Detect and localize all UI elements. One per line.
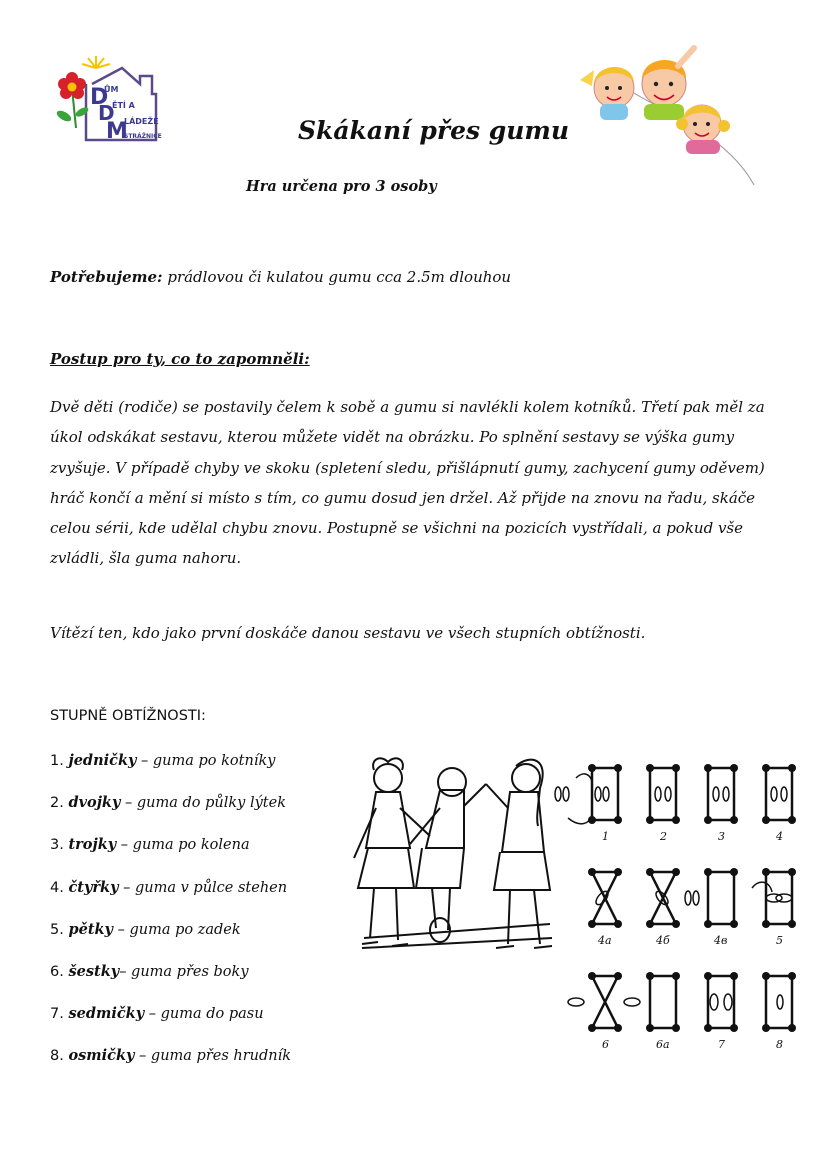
diagram-label: 7 [718, 1038, 725, 1051]
winner-text: Vítězí ten, kdo jako první doskáče danou sestavu ve všech stupních obtížnosti. [50, 624, 646, 642]
levels-heading: STUPNĚ OBTÍŽNOSTI: [50, 708, 206, 724]
list-item [50, 999, 291, 1041]
level-number: 2. [50, 795, 64, 812]
diagram-label: 4б [656, 934, 670, 947]
level-number: 3. [50, 837, 64, 854]
diagram-label: 1 [602, 830, 609, 843]
procedure-text: Dvě děti (rodiče) se postavily čelem k sobě a gumu si navlékli kolem kotníků. Třetí pak měl za úkol odskákat sestavu, kterou můžete vidět na obrázku. Po splnění sestavy se výška gumy zvyšuje. V případě chyby ve skoku (spletení sledu, přišlápnutí gumy, zachycení gumy oděvem) hráč končí a mění si místo s tím, co gumu dosud jen držel. Až přijde na znovu na řadu, skáče celou sérii, kde udělal chybu znovu. Postupně se všichni na pozicích vystřídali, a pokud vše zvládli, šla guma nahoru. [50, 398, 765, 568]
diagram-label: 6a [656, 1038, 670, 1051]
logo-letter-m: M [106, 119, 128, 144]
level-desc: – guma v půlce stehen [118, 879, 288, 896]
diagram-label: 4в [714, 934, 728, 947]
needs-label: Potřebujeme: [50, 268, 163, 286]
level-number: 1. [50, 753, 64, 769]
page-title: Skákaní přes gumu [297, 116, 570, 145]
diagram-label: 8 [776, 1038, 783, 1051]
list-item [50, 788, 291, 830]
level-desc: – guma po kotníky [136, 753, 276, 769]
logo-text-eti: ĚTÍ A [112, 101, 135, 110]
level-number: 6. [50, 963, 64, 980]
diagram-label: 4 [776, 830, 783, 843]
children-sketch [354, 758, 552, 948]
logo-letter-d1: D [90, 85, 109, 110]
level-name: jedničky [68, 752, 137, 769]
level-name: osmičky [68, 1047, 135, 1065]
level-desc: – guma do pasu [144, 1006, 264, 1023]
level-name: dvojky [68, 794, 121, 812]
level-name: sedmičky [68, 1005, 145, 1023]
logo-text-straznice: STRÁŽNICE [124, 133, 162, 140]
level-desc: – guma po zadek [113, 921, 241, 938]
level-name: čtyřky [68, 878, 119, 896]
needs-text: prádlovou či kulatou gumu cca 2.5m dlouhou [162, 268, 512, 286]
logo-text-ladeze: LÁDEŽE [124, 117, 159, 126]
level-desc: – guma přes hrudník [134, 1048, 292, 1065]
logo-letter-d2: D [98, 101, 115, 125]
children-clipart [574, 40, 764, 190]
diagram-label: 5 [776, 934, 783, 947]
level-number: 4. [50, 879, 64, 896]
needs-paragraph [50, 262, 790, 292]
logo-text-um: ŮM [104, 85, 119, 94]
page-subtitle: Hra určena pro 3 osoby [246, 178, 437, 195]
level-number: 8. [50, 1048, 64, 1065]
list-item [50, 830, 291, 872]
jumping-illustration [340, 748, 800, 1058]
diagram-label: 6 [602, 1038, 609, 1051]
level-name: šestky [68, 962, 120, 980]
list-item [50, 873, 291, 915]
level-name: pětky [68, 920, 113, 938]
level-number: 7. [50, 1006, 64, 1023]
level-desc: – guma přes boky [119, 963, 249, 980]
list-item [50, 1041, 291, 1083]
level-desc: – guma po kolena [116, 837, 250, 854]
diagram-label: 4a [598, 934, 612, 947]
level-number: 5. [50, 921, 64, 938]
level-name: trojky [68, 836, 117, 854]
diagram-labels [597, 830, 783, 1051]
list-item [50, 957, 291, 999]
list-item [50, 746, 291, 788]
procedure-heading: Postup pro ty, co to zapomněli: [50, 350, 310, 368]
diagram-label: 3 [718, 830, 725, 843]
levels-list [50, 746, 291, 1084]
diagram-label: 2 [660, 830, 667, 843]
jump-diagrams [592, 768, 792, 1028]
level-desc: – guma do půlky lýtek [120, 795, 287, 812]
list-item [50, 915, 291, 957]
